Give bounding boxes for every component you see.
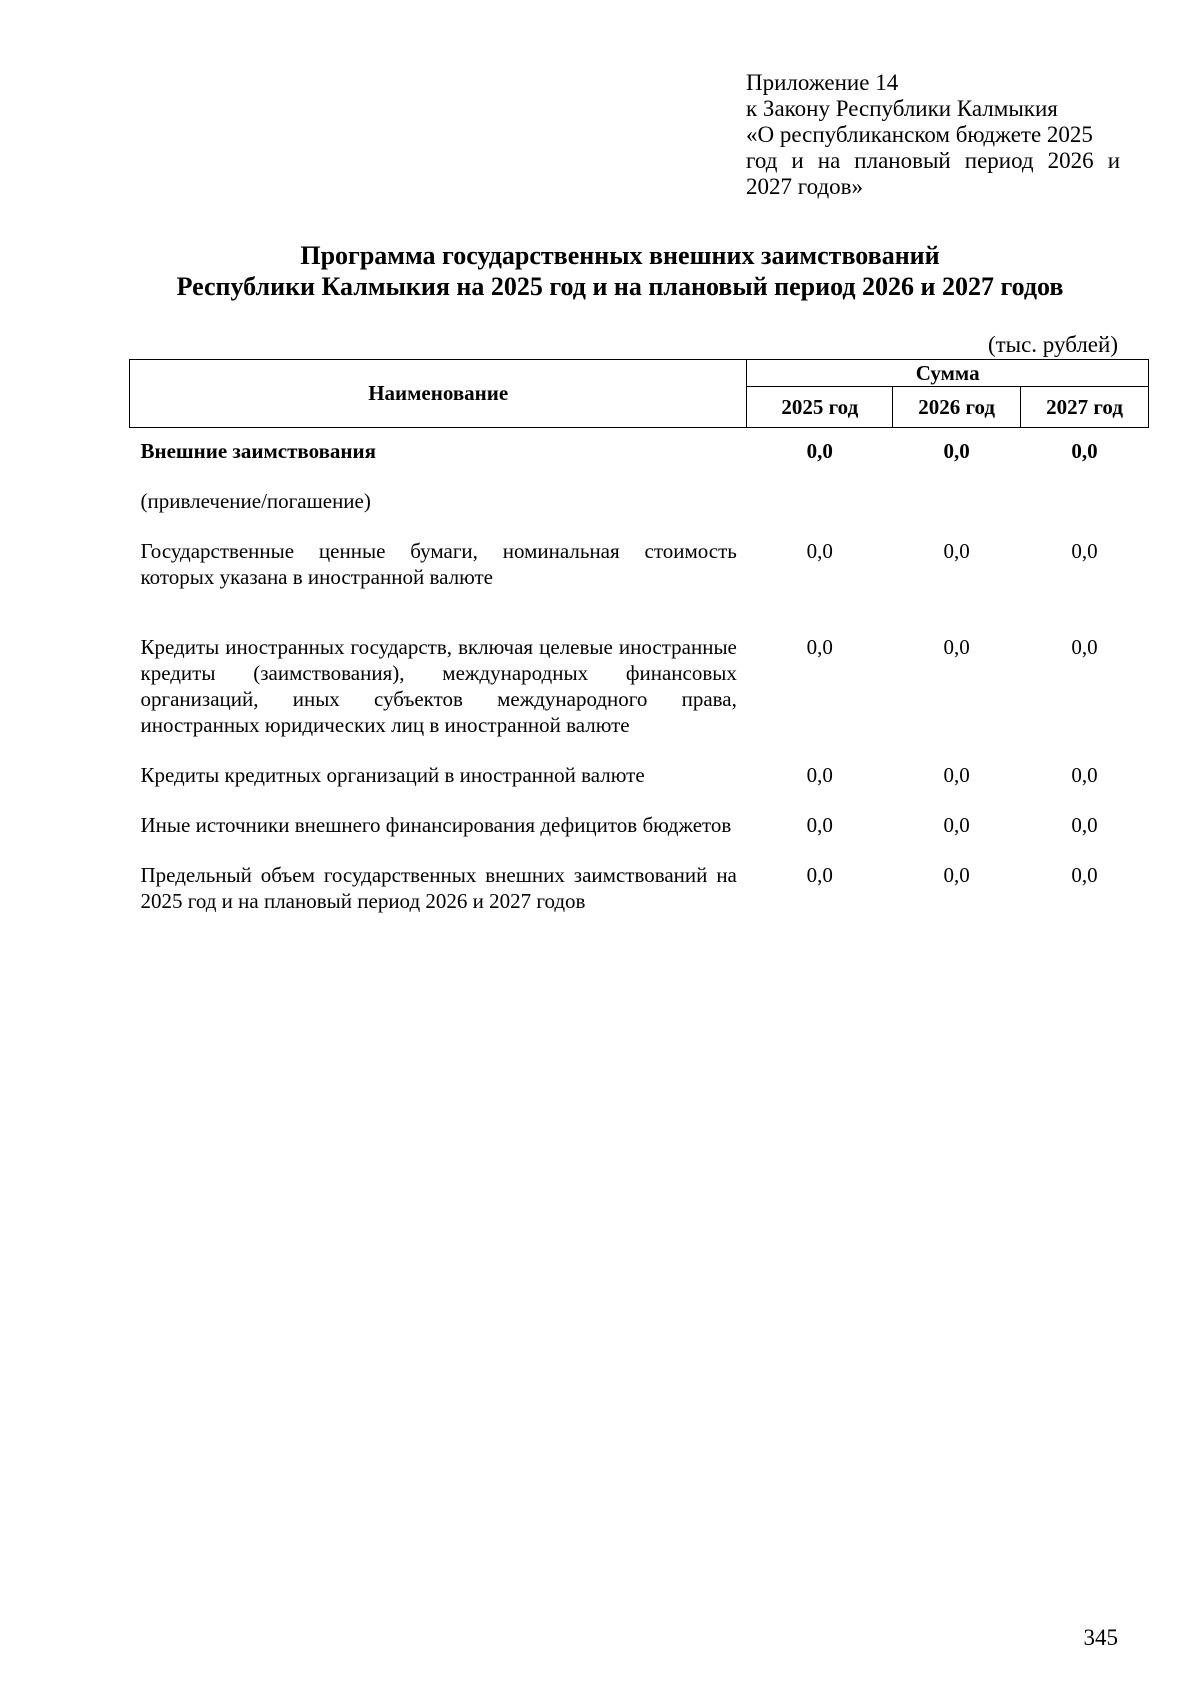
document-title (120, 240, 1120, 302)
row-name: Кредиты кредитных организаций в иностранной валюте (140, 763, 645, 787)
annex-header (746, 70, 1120, 200)
row-value-2026: 0,0 (943, 863, 970, 887)
unit-label: (тыс. рублей) (987, 332, 1118, 357)
row-value-2025: 0,0 (806, 635, 833, 659)
row-value-2026: 0,0 (943, 813, 970, 837)
row-value-2026: 0,0 (943, 763, 970, 787)
header-year-2026: 2026 год (893, 387, 1021, 428)
annex-line: 2027 годов» (746, 174, 864, 199)
row-name: Предельный объем государственных внешних заимствований на 2025 год и на плановый период 2026 и 2027 годов (140, 863, 737, 913)
row-name: (привлечение/погашение) (140, 489, 371, 513)
row-name: Иные источники внешнего финансирования дефицитов бюджетов (140, 813, 732, 837)
table-row (130, 464, 1149, 514)
title-line: Программа государственных внешних заимствований (300, 241, 940, 270)
row-value-2025 (747, 464, 893, 514)
row-value-2027: 0,0 (1071, 813, 1098, 837)
row-value-2025: 0,0 (806, 439, 833, 463)
annex-line: «О республиканском бюджете 2025 (746, 122, 1093, 147)
page-number: 345 (1083, 1625, 1118, 1650)
row-value-2027: 0,0 (1071, 763, 1098, 787)
table-row (130, 788, 1149, 838)
row-value-2027 (1021, 464, 1149, 514)
annex-line: Приложение 14 (746, 70, 899, 95)
row-value-2026: 0,0 (943, 635, 970, 659)
title-line: Республики Калмыкия на 2025 год и на плановый период 2026 и 2027 годов (176, 272, 1064, 301)
header-year-2027: 2027 год (1021, 387, 1149, 428)
row-value-2027: 0,0 (1071, 539, 1098, 563)
table-row (130, 738, 1149, 788)
annex-line: год и на плановый период 2026 и (746, 148, 1120, 173)
header-sum: Сумма (747, 360, 1149, 387)
row-value-2025: 0,0 (806, 763, 833, 787)
row-value-2025: 0,0 (806, 863, 833, 887)
row-value-2027: 0,0 (1071, 439, 1098, 463)
row-value-2025: 0,0 (806, 539, 833, 563)
row-name: Государственные ценные бумаги, номинальная стоимость которых указана в иностранной валюте (140, 539, 737, 589)
borrowing-table (129, 359, 1149, 914)
annex-line: к Закону Республики Калмыкия (746, 96, 1058, 121)
header-name: Наименование (130, 360, 747, 428)
table-row (130, 590, 1149, 738)
row-value-2027: 0,0 (1071, 635, 1098, 659)
row-name: Кредиты иностранных государств, включая целевые иностранные кредиты (заимствования), международных финансовых организаций, иных субъектов международного права, иностранных юридических лиц в иностранной валюте (140, 635, 737, 737)
table-row (130, 838, 1149, 914)
header-year-2025: 2025 год (747, 387, 893, 428)
row-value-2027: 0,0 (1071, 863, 1098, 887)
row-value-2026: 0,0 (943, 439, 970, 463)
table-row (130, 514, 1149, 590)
row-value-2026: 0,0 (943, 539, 970, 563)
table-row (130, 428, 1149, 465)
row-name: Внешние заимствования (140, 439, 376, 463)
row-value-2025: 0,0 (806, 813, 833, 837)
row-value-2026 (893, 464, 1021, 514)
